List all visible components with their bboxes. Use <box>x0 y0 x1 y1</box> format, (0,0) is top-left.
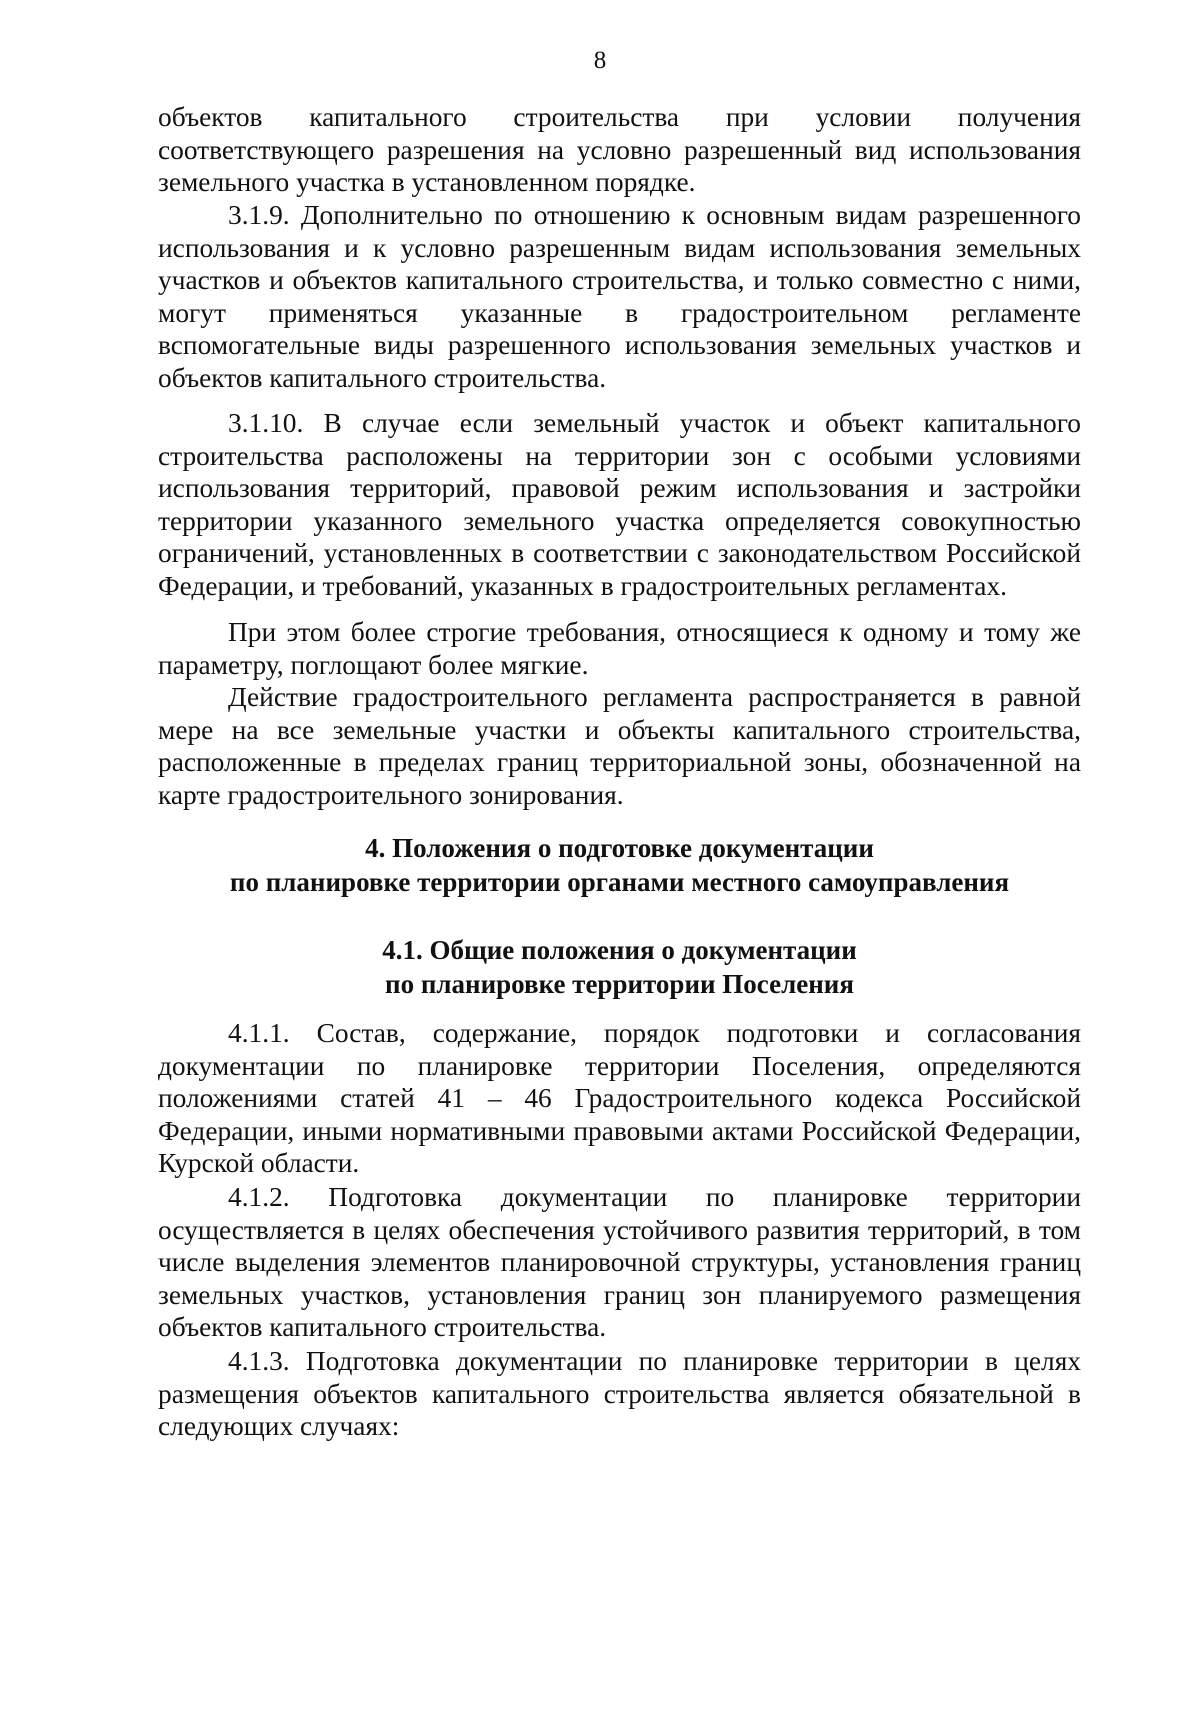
section-4-1-heading <box>158 933 1081 1001</box>
paragraph-strict-requirements: При этом более строгие требования, относящиеся к одному и тому же параметру, поглощают более мягкие. <box>158 617 1081 680</box>
paragraph-3-1-9: 3.1.9. Дополнительно по отношению к основным видам разрешенного использования и к условно разрешенным видам использования земельных участков и объектов капитального строительства, и только совместно с ними, могут применяться указанные в градостроительном регламенте вспомогательные виды разрешенного использования земельных участков и объектов капитального строительства. <box>158 200 1081 393</box>
section-4-1-heading-line1: 4.1. Общие положения о документации <box>382 935 857 965</box>
paragraph-continuation: объектов капитального строительства при условии получения соответствующего разрешения на условно разрешенный вид использования земельного участка в установленном порядке. <box>158 102 1081 198</box>
paragraph-3-1-10: 3.1.10. В случае если земельный участок и объект капитального строительства расположены на территории зон с особыми условиями использования территорий, правовой режим использования и застройки территории указанного земельного участка определяется совокупностью ограничений, установленных в соответствии с законодательством Российской Федерации, и требований, указанных в градостроительных регламентах. <box>158 408 1081 601</box>
paragraph-4-1-3: 4.1.3. Подготовка документации по планировке территории в целях размещения объектов капитального строительства является обязательной в следующих случаях: <box>158 1346 1081 1442</box>
section-4-heading-line1: 4. Положения о подготовке документации <box>365 833 874 863</box>
section-4-heading-line2: по планировке территории органами местного самоуправления <box>229 867 1010 897</box>
section-4-heading <box>158 831 1081 899</box>
paragraph-regulation-scope: Действие градостроительного регламента распространяется в равной мере на все земельные участки и объекты капитального строительства, расположенные в пределах границ территориальной зоны, обозначенной на карте градостроительного зонирования. <box>158 682 1081 810</box>
paragraph-4-1-2: 4.1.2. Подготовка документации по планировке территории осуществляется в целях обеспечения устойчивого развития территорий, в том числе выделения элементов планировочной структуры, установления границ земельных участков, установления границ зон планируемого размещения объектов капитального строительства. <box>158 1182 1081 1343</box>
paragraph-4-1-1: 4.1.1. Состав, содержание, порядок подготовки и согласования документации по планировке территории Поселения, определяются положениями статей 41 – 46 Градостроительного кодекса Российской Федерации, иными нормативными правовыми актами Российской Федерации, Курской области. <box>158 1018 1081 1179</box>
page-number: 8 <box>593 47 607 74</box>
section-4-1-heading-line2: по планировке территории Поселения <box>385 969 854 999</box>
